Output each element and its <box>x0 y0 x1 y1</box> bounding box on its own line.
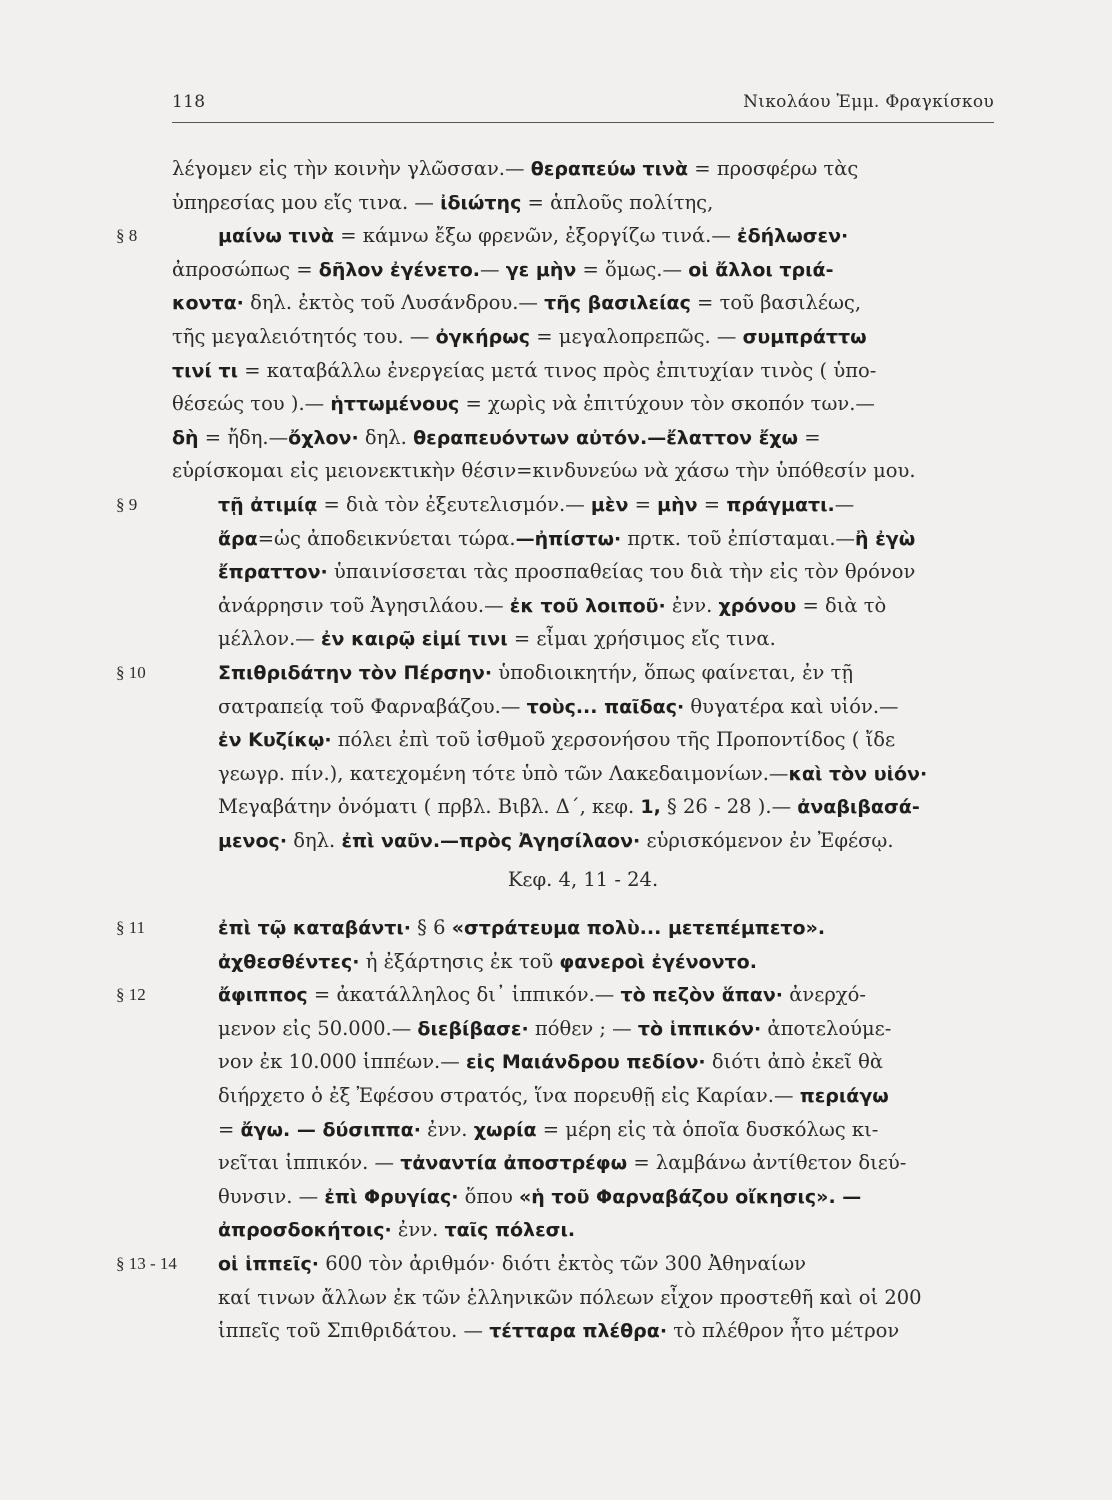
gloss: ἀνερχό- <box>783 983 866 1007</box>
gloss: σατραπείᾳ τοῦ Φαρναβάζου.— <box>218 694 527 718</box>
gloss: ἐνν. <box>391 1218 445 1242</box>
text-line <box>172 1281 994 1315</box>
lemma: τοὺς... παῖδας· <box>526 695 685 718</box>
lemma: ἀχθεσθέντες· <box>218 950 360 973</box>
lemma: ἰδιώτης <box>440 191 522 214</box>
gloss: μέλλον.— <box>218 627 321 651</box>
gloss: ἐνν. <box>420 1117 474 1141</box>
gloss: = χωρὶς νὰ ἐπιτύχουν τὸν σκοπόν των.— <box>459 392 875 416</box>
lemma: πράγματι. <box>726 493 835 516</box>
gloss: ὑπηρεσίας μου εἴς τινα. — <box>172 190 441 214</box>
gloss: πόλει ἐπὶ τοῦ ἰσθμοῦ χερσονήσου τῆς Προποντίδος ( ἴδε <box>331 728 896 752</box>
lemma: διεβίβασε· <box>417 1017 529 1040</box>
lemma: καὶ τὸν υἱόν· <box>788 762 928 785</box>
page-number: 118 <box>172 92 206 112</box>
gloss: =ὡς ἀποδεικνύεται τώρα. <box>257 526 516 550</box>
gloss: ἀνάρρησιν τοῦ Ἀγησιλάου.— <box>218 593 510 617</box>
gloss: = ἤδη.— <box>198 425 289 449</box>
section-marker: § 8 <box>116 226 138 246</box>
lemma: —ἠπίστω· <box>515 527 622 550</box>
lemma: ἐδήλωσεν· <box>737 225 849 248</box>
lemma: θεραπεύω τινὰ <box>530 158 689 180</box>
section-marker: § 13 - 14 <box>116 1254 177 1273</box>
gloss: — <box>834 492 855 516</box>
text-line <box>172 1180 994 1214</box>
gloss: = τοῦ βασιλέως, <box>690 291 862 315</box>
section-marker: § 11 <box>116 918 146 938</box>
lemma: φανεροὶ ἐγένοντο. <box>559 950 757 973</box>
lemma: μενος· <box>218 829 288 852</box>
gloss: μενον εἰς 50.000.— <box>218 1016 418 1040</box>
text-line <box>172 1146 994 1180</box>
gloss: ὅπου <box>458 1184 520 1208</box>
text-line <box>172 690 994 724</box>
lemma: δῆλον ἐγένετο. <box>318 258 481 281</box>
lemma: «ἡ τοῦ Φαρναβάζου οἴκησις». — <box>519 1185 862 1208</box>
gloss: ὑπαινίσσεται τὰς προσπαθείας του διὰ τὴν εἰς τὸν θρόνον <box>327 560 916 584</box>
lemma: ἀναβιβασά- <box>797 796 920 819</box>
lemma: ἄγω. — δύσιππα· <box>240 1118 421 1141</box>
gloss: = ὅμως.— <box>576 257 689 281</box>
lemma: Σπιθριδάτην τὸν Πέρσην· <box>218 661 493 684</box>
gloss: θυνσιν. — <box>218 1184 325 1208</box>
text-line <box>172 186 994 220</box>
gloss: θέσεώς του ).— <box>172 392 331 416</box>
lemma: περιάγω <box>799 1085 889 1108</box>
commentary-block-2 <box>116 911 994 1348</box>
gloss: = καταβάλλω ἐνεργείας μετά τινος πρὸς ἐπιτυχίαν τινὸς ( ὑπο- <box>238 358 877 382</box>
gloss: = διὰ τὸ <box>796 593 887 617</box>
lemma: χρόνου <box>718 594 797 617</box>
gloss: πόθεν ; — <box>528 1016 638 1040</box>
lemma: ἀπροσδοκήτοις· <box>218 1219 392 1242</box>
gloss: δηλ. <box>287 828 342 852</box>
gloss: ὑποδιοικητήν, ὅπως φαίνεται, ἐν τῇ <box>492 660 854 684</box>
lemma: τῇ ἀτιμίᾳ <box>218 493 318 516</box>
gloss: διήρχετο ὁ ἐξ Ἐφέσου στρατός, ἵνα πορευθῇ εἰς Καρίαν.— <box>218 1084 800 1108</box>
gloss: = μεγαλοπρεπῶς. — <box>530 324 743 348</box>
text-line <box>172 945 994 979</box>
gloss: ἀπροσώπως = <box>172 257 319 281</box>
lemma: ἐπὶ ναῦν.—πρὸς Ἀγησίλαον· <box>341 829 641 852</box>
lemma: μὲν <box>590 493 629 516</box>
gloss: ἀποτελούμε- <box>761 1016 892 1040</box>
text-line <box>172 286 994 320</box>
text-line <box>172 589 994 623</box>
lemma: ἡττωμένους <box>330 393 460 416</box>
gloss: εὑρίσκομαι εἰς μειονεκτικὴν θέσιν=κινδυνεύω νὰ χάσω τὴν ὑπόθεσίν μου. <box>172 459 916 483</box>
text-line <box>116 219 994 253</box>
text-line <box>172 824 994 858</box>
gloss: τῆς μεγαλειότητός του. — <box>172 324 436 348</box>
text-line <box>116 978 994 1012</box>
gloss: καί τινων ἄλλων ἐκ τῶν ἑλληνικῶν πόλεων εἶχον προστεθῆ καὶ οἱ 200 <box>218 1285 922 1309</box>
text-line <box>172 622 994 656</box>
gloss: = προσφέρω τὰς <box>688 157 859 180</box>
gloss: Μεγαβάτην ὀνόματι ( πρβλ. Βιβλ. Δ΄, κεφ. <box>218 795 641 819</box>
chapter-heading: Κεφ. 4, 11 - 24. <box>507 868 659 892</box>
gloss: = <box>697 492 727 516</box>
gloss: γεωγρ. πίν.), κατεχομένη τότε ὑπὸ τῶν Λακεδαιμονίων.— <box>218 761 789 785</box>
gloss: ἱππεῖς τοῦ Σπιθριδάτου. — <box>218 1319 490 1343</box>
gloss: πρτκ. τοῦ ἐπίσταμαι.— <box>621 526 856 550</box>
text-line <box>172 555 994 589</box>
lemma: χωρία <box>473 1118 537 1141</box>
text-line <box>172 421 994 455</box>
gloss: = λαμβάνω ἀντίθετον διεύ- <box>627 1151 907 1175</box>
lemma: τινί τι <box>172 359 239 382</box>
lemma: οἱ ἱππεῖς· <box>218 1253 319 1275</box>
text-line <box>116 488 994 522</box>
gloss: § 6 <box>410 916 452 940</box>
gloss: = <box>628 492 658 516</box>
lemma: ὀγκήρως <box>435 325 531 348</box>
lemma: ἐπὶ Φρυγίας· <box>324 1185 459 1208</box>
lemma: εἰς Μαιάνδρου πεδίον· <box>465 1051 706 1074</box>
page-header <box>172 88 994 123</box>
lemma: τὸ πεζὸν ἅπαν· <box>620 984 784 1007</box>
section-marker: § 9 <box>116 494 138 514</box>
gloss: = κάμνω ἔξω φρενῶν, ἐξοργίζω τινά.— <box>334 224 738 248</box>
text-line <box>172 454 994 488</box>
gloss: λέγομεν εἰς τὴν κοινὴν γλῶσσαν.— <box>172 157 531 180</box>
text-line <box>116 911 994 945</box>
gloss: = ἁπλοῦς πολίτης, <box>521 190 714 214</box>
lemma: τῆς βασιλείας <box>544 292 691 315</box>
gloss: — <box>480 257 506 281</box>
gloss: τὸ πλέθρον ἦτο μέτρον <box>667 1319 900 1343</box>
text-line <box>172 1113 994 1147</box>
lemma: οἱ ἄλλοι τριά- <box>688 258 834 281</box>
text-line <box>172 757 994 791</box>
text-line <box>172 1079 994 1113</box>
lemma: ἄφιππος <box>218 984 308 1007</box>
gloss: θυγατέρα καὶ υἱόν.— <box>684 694 899 718</box>
text-line <box>116 1247 994 1281</box>
lemma: τέτταρα πλέθρα· <box>489 1320 668 1343</box>
gloss: νεῖται ἱππικόν. — <box>218 1151 401 1175</box>
gloss: νον ἐκ 10.000 ἱππέων.— <box>218 1050 466 1074</box>
text-line <box>172 1012 994 1046</box>
lemma: γε μὴν <box>505 258 577 281</box>
text-line <box>116 656 994 690</box>
lemma: ἐν καιρῷ εἰμί τινι <box>320 628 508 651</box>
gloss: = μέρη εἰς τὰ ὁποῖα δυσκόλως κι- <box>536 1117 879 1141</box>
lemma: μαίνω τινὰ <box>218 225 335 248</box>
section-marker: § 12 <box>116 985 146 1005</box>
gloss: ἐνν. <box>665 593 719 617</box>
gloss: = <box>218 1117 241 1141</box>
gloss: εὑρισκόμενον ἐν Ἐφέσῳ. <box>640 828 894 852</box>
text-line <box>172 522 994 556</box>
lemma: ταῖς πόλεσι. <box>444 1219 576 1242</box>
text-line <box>172 354 994 388</box>
text-line <box>172 723 994 757</box>
gloss: διότι ἀπὸ ἐκεῖ θὰ <box>705 1050 884 1074</box>
text-line <box>172 1213 994 1247</box>
lemma: κοντα· <box>172 292 244 315</box>
text-line <box>172 790 994 824</box>
lemma: μὴν <box>657 493 698 516</box>
lemma: ἔπραττον· <box>218 561 328 584</box>
lemma: δὴ <box>172 426 199 449</box>
text-line <box>172 152 994 186</box>
gloss: § 26 - 28 ).— <box>660 795 798 819</box>
lemma: συμπράττω <box>742 325 867 348</box>
lemma: «στράτευμα πολὺ... μετεπέμπετο». <box>451 917 826 940</box>
lemma: ἢ ἐγὼ <box>855 527 916 550</box>
commentary-text <box>116 152 994 1348</box>
section-marker: § 10 <box>116 662 146 682</box>
text-line <box>172 253 994 287</box>
running-head: Νικολάου Ἐμμ. Φραγκίσκου <box>743 92 994 112</box>
gloss: δηλ. <box>358 425 414 449</box>
lemma: ἐν Κυζίκῳ· <box>218 729 332 752</box>
text-line <box>172 1314 994 1348</box>
lemma: ὄχλον· <box>288 426 359 449</box>
gloss: ἡ ἐξάρτησις ἐκ τοῦ <box>359 949 560 973</box>
gloss: = <box>798 425 821 449</box>
lemma: θεραπευόντων αὐτόν.—ἔλαττον ἔχω <box>413 426 799 449</box>
gloss: = ἀκατάλληλος δι᾽ ἱππικόν.— <box>307 983 621 1007</box>
text-line <box>172 1045 994 1079</box>
lemma: τἀναντία ἀποστρέφω <box>400 1152 628 1175</box>
commentary-block-1 <box>116 152 994 857</box>
text-line <box>172 320 994 354</box>
gloss: 600 τὸν ἀριθμόν· διότι ἐκτὸς τῶν 300 Ἀθηναίων <box>319 1252 807 1275</box>
gloss: δηλ. ἐκτὸς τοῦ Λυσάνδρου.— <box>243 291 545 315</box>
gloss: = εἶμαι χρήσιμος εἴς τινα. <box>507 627 776 651</box>
lemma: ἄρα <box>218 527 258 550</box>
lemma: ἐπὶ τῷ καταβάντι· <box>218 917 411 940</box>
lemma: τὸ ἱππικόν· <box>637 1017 762 1040</box>
lemma: 1, <box>640 796 661 819</box>
gloss: = διὰ τὸν ἐξευτελισμόν.— <box>317 492 591 516</box>
text-line <box>172 387 994 421</box>
lemma: ἐκ τοῦ λοιποῦ· <box>509 594 666 617</box>
